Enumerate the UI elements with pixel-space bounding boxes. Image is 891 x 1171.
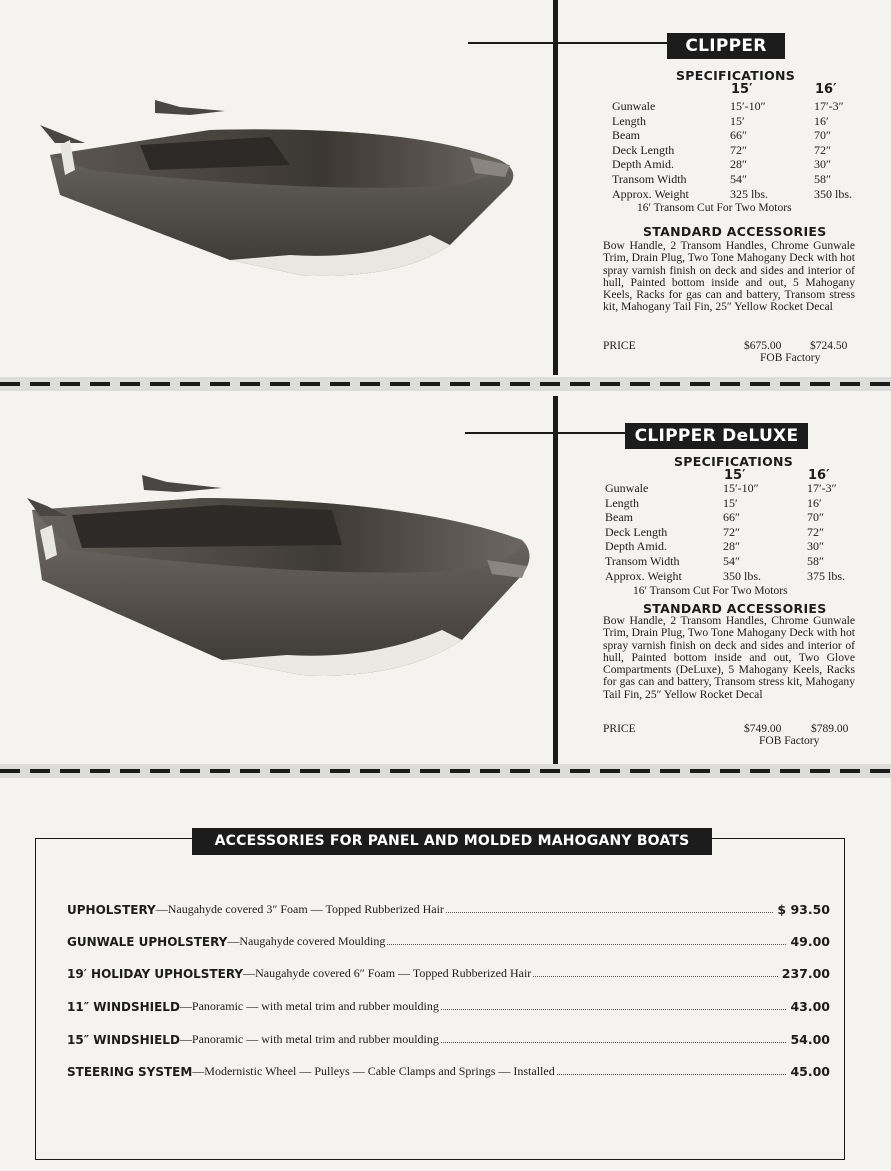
spec-row <box>612 114 874 129</box>
spec-value-15: 350 lbs. <box>723 568 762 583</box>
spec-value-16: 350 lbs. <box>814 186 853 201</box>
spec-value-16: 72″ <box>814 142 831 157</box>
spec-label: Approx. Weight <box>612 186 689 201</box>
leader-dots <box>533 976 777 977</box>
spec-value-16: 30″ <box>807 539 824 554</box>
accessory-row-15-windshield <box>67 1029 830 1047</box>
spec-label: Depth Amid. <box>612 157 674 172</box>
spec-value-16: 16′ <box>807 495 822 510</box>
clipper-fob: FOB Factory <box>760 352 821 364</box>
spec-label: Transom Width <box>612 171 687 186</box>
clipper-deluxe-accessories-text: Bow Handle, 2 Transom Handles, Chrome Gunwale Trim, Drain Plug, Two Tone Mahogany Deck with hot spray varnish finish on deck and sides and interior of hull, Painted bottom inside and out, Two Glove Compartments (DeLuxe), 5 Mahogany Keels, Racks for gas can and battery, Transom stress kit, Mahogany Tail Fin, 25″ Yellow Rocket Decal <box>603 614 855 701</box>
spec-label: Beam <box>612 128 640 143</box>
clipper-price-15: $675.00 <box>744 340 782 352</box>
vertical-divider-middle <box>553 396 558 764</box>
clipper-spec-table <box>612 99 874 201</box>
leader-dots <box>446 912 773 913</box>
spec-label: Deck Length <box>612 142 675 157</box>
spec-row <box>605 554 867 569</box>
clipper-title: CLIPPER <box>667 33 785 59</box>
spec-row <box>612 157 874 172</box>
clipper-deluxe-title: CLIPPER DeLUXE <box>625 423 808 449</box>
spec-value-15: 72″ <box>730 142 747 157</box>
spec-value-16: 17′-3″ <box>814 99 844 113</box>
spec-row <box>605 510 867 525</box>
accessory-desc: —Modernistic Wheel — Pulleys — Cable Clamps and Springs — Installed <box>192 1064 555 1078</box>
clipper-title-rule <box>468 42 668 44</box>
clipper-deluxe-title-rule <box>465 432 625 434</box>
spec-label: Approx. Weight <box>605 568 682 583</box>
spec-row <box>612 128 874 143</box>
spec-label: Gunwale <box>612 99 656 113</box>
accessory-row-gunwale-upholstery <box>67 931 830 949</box>
leader-dots <box>441 1009 787 1010</box>
clipper-accessories-text: Bow Handle, 2 Transom Handles, Chrome Gunwale Trim, Drain Plug, Two Tone Mahogany Deck with hot spray varnish finish on deck and sides and interior of hull, Painted bottom inside and out, 5 Mahogany Keels, Racks for gas can and battery, Transom stress kit, Mahogany Tail Fin, 25″ Yellow Rocket Decal <box>603 239 855 314</box>
spec-label: Beam <box>605 510 633 525</box>
spec-value-15: 66″ <box>730 128 747 143</box>
accessory-row-upholstery <box>67 899 830 917</box>
spec-value-15: 66″ <box>723 510 740 525</box>
accessory-desc: —Panoramic — with metal trim and rubber moulding <box>179 1032 439 1046</box>
leader-dots <box>557 1074 787 1075</box>
spec-value-15: 15′-10″ <box>723 481 759 495</box>
accessory-name: STEERING SYSTEM <box>67 1065 193 1079</box>
accessory-desc: —Panoramic — with metal trim and rubber moulding <box>179 999 439 1013</box>
clipper-accessories-heading: STANDARD ACCESSORIES <box>643 224 827 239</box>
dashed-divider-2 <box>0 764 891 778</box>
spec-value-15: 54″ <box>723 553 740 568</box>
spec-value-16: 70″ <box>814 128 831 143</box>
spec-value-16: 375 lbs. <box>807 568 846 583</box>
spec-value-15: 72″ <box>723 524 740 539</box>
spec-row <box>612 187 874 202</box>
clipper-deluxe-fob: FOB Factory <box>759 735 820 747</box>
clipper-size-15: 15′ <box>731 82 753 97</box>
clipper-deluxe-boat-photo <box>22 470 542 685</box>
spec-row <box>612 172 874 187</box>
accessory-price: 54.00 <box>790 1032 830 1047</box>
spec-label: Depth Amid. <box>605 539 667 554</box>
spec-row <box>605 481 867 496</box>
accessory-price: 45.00 <box>790 1064 830 1079</box>
accessory-name: UPHOLSTERY <box>67 903 156 917</box>
spec-value-16: 58″ <box>807 553 824 568</box>
spec-label: Length <box>605 495 639 510</box>
spec-value-15: 54″ <box>730 171 747 186</box>
clipper-deluxe-size-16: 16′ <box>808 468 830 483</box>
spec-row <box>612 143 874 158</box>
clipper-deluxe-price-16: $789.00 <box>811 723 849 735</box>
accessory-name: 11″ WINDSHIELD <box>67 1000 180 1014</box>
spec-value-16: 58″ <box>814 171 831 186</box>
clipper-boat-photo <box>30 85 545 285</box>
spec-row <box>612 99 874 114</box>
spec-label: Deck Length <box>605 524 668 539</box>
leader-dots <box>387 944 786 945</box>
spec-value-16: 16′ <box>814 113 829 128</box>
spec-label: Gunwale <box>605 481 649 495</box>
spec-row <box>605 496 867 511</box>
spec-label: Transom Width <box>605 553 680 568</box>
spec-value-15: 28″ <box>730 157 747 172</box>
accessory-row-11-windshield <box>67 996 830 1014</box>
vertical-divider-top <box>553 0 558 375</box>
clipper-deluxe-transom-note: 16′ Transom Cut For Two Motors <box>633 585 788 597</box>
leader-dots <box>441 1042 787 1043</box>
accessory-price: 237.00 <box>781 966 830 981</box>
accessory-row-holiday-upholstery <box>67 963 830 981</box>
accessory-name: 15″ WINDSHIELD <box>67 1033 180 1047</box>
clipper-deluxe-price-label: PRICE <box>603 723 636 735</box>
clipper-deluxe-spec-table <box>605 481 867 583</box>
accessory-desc: —Naugahyde covered Moulding <box>227 934 386 948</box>
spec-value-15: 15′ <box>730 113 745 128</box>
clipper-deluxe-spec-heading: SPECIFICATIONS <box>674 454 794 469</box>
accessories-title: ACCESSORIES FOR PANEL AND MOLDED MAHOGANY BOATS <box>192 828 712 855</box>
spec-value-16: 30″ <box>814 157 831 172</box>
accessory-price: 43.00 <box>790 999 830 1014</box>
clipper-deluxe-size-15: 15′ <box>724 468 746 483</box>
clipper-transom-note: 16′ Transom Cut For Two Motors <box>637 202 792 214</box>
dashed-divider-1 <box>0 377 891 391</box>
clipper-spec-heading: SPECIFICATIONS <box>676 68 796 83</box>
spec-value-15: 15′ <box>723 495 738 510</box>
clipper-price-label: PRICE <box>603 340 636 352</box>
spec-value-16: 17′-3″ <box>807 481 837 495</box>
spec-value-15: 325 lbs. <box>730 186 769 201</box>
spec-value-15: 15′-10″ <box>730 99 766 113</box>
accessory-desc: —Naugahyde covered 3″ Foam — Topped Rubberized Hair <box>155 902 444 916</box>
clipper-deluxe-accessories-heading: STANDARD ACCESSORIES <box>643 601 827 616</box>
clipper-price-16: $724.50 <box>810 340 848 352</box>
spec-row <box>605 539 867 554</box>
accessory-name: 19′ HOLIDAY UPHOLSTERY <box>67 967 244 981</box>
spec-label: Length <box>612 113 646 128</box>
spec-row <box>605 569 867 584</box>
clipper-deluxe-price-15: $749.00 <box>744 723 782 735</box>
accessory-price: 49.00 <box>790 934 830 949</box>
accessory-row-steering-system <box>67 1061 830 1079</box>
spec-value-15: 28″ <box>723 539 740 554</box>
accessory-name: GUNWALE UPHOLSTERY <box>67 935 228 949</box>
spec-value-16: 70″ <box>807 510 824 525</box>
spec-value-16: 72″ <box>807 524 824 539</box>
spec-row <box>605 525 867 540</box>
clipper-size-16: 16′ <box>815 82 837 97</box>
accessory-price: $ 93.50 <box>777 902 830 917</box>
accessory-desc: —Naugahyde covered 6″ Foam — Topped Rubberized Hair <box>243 966 532 980</box>
